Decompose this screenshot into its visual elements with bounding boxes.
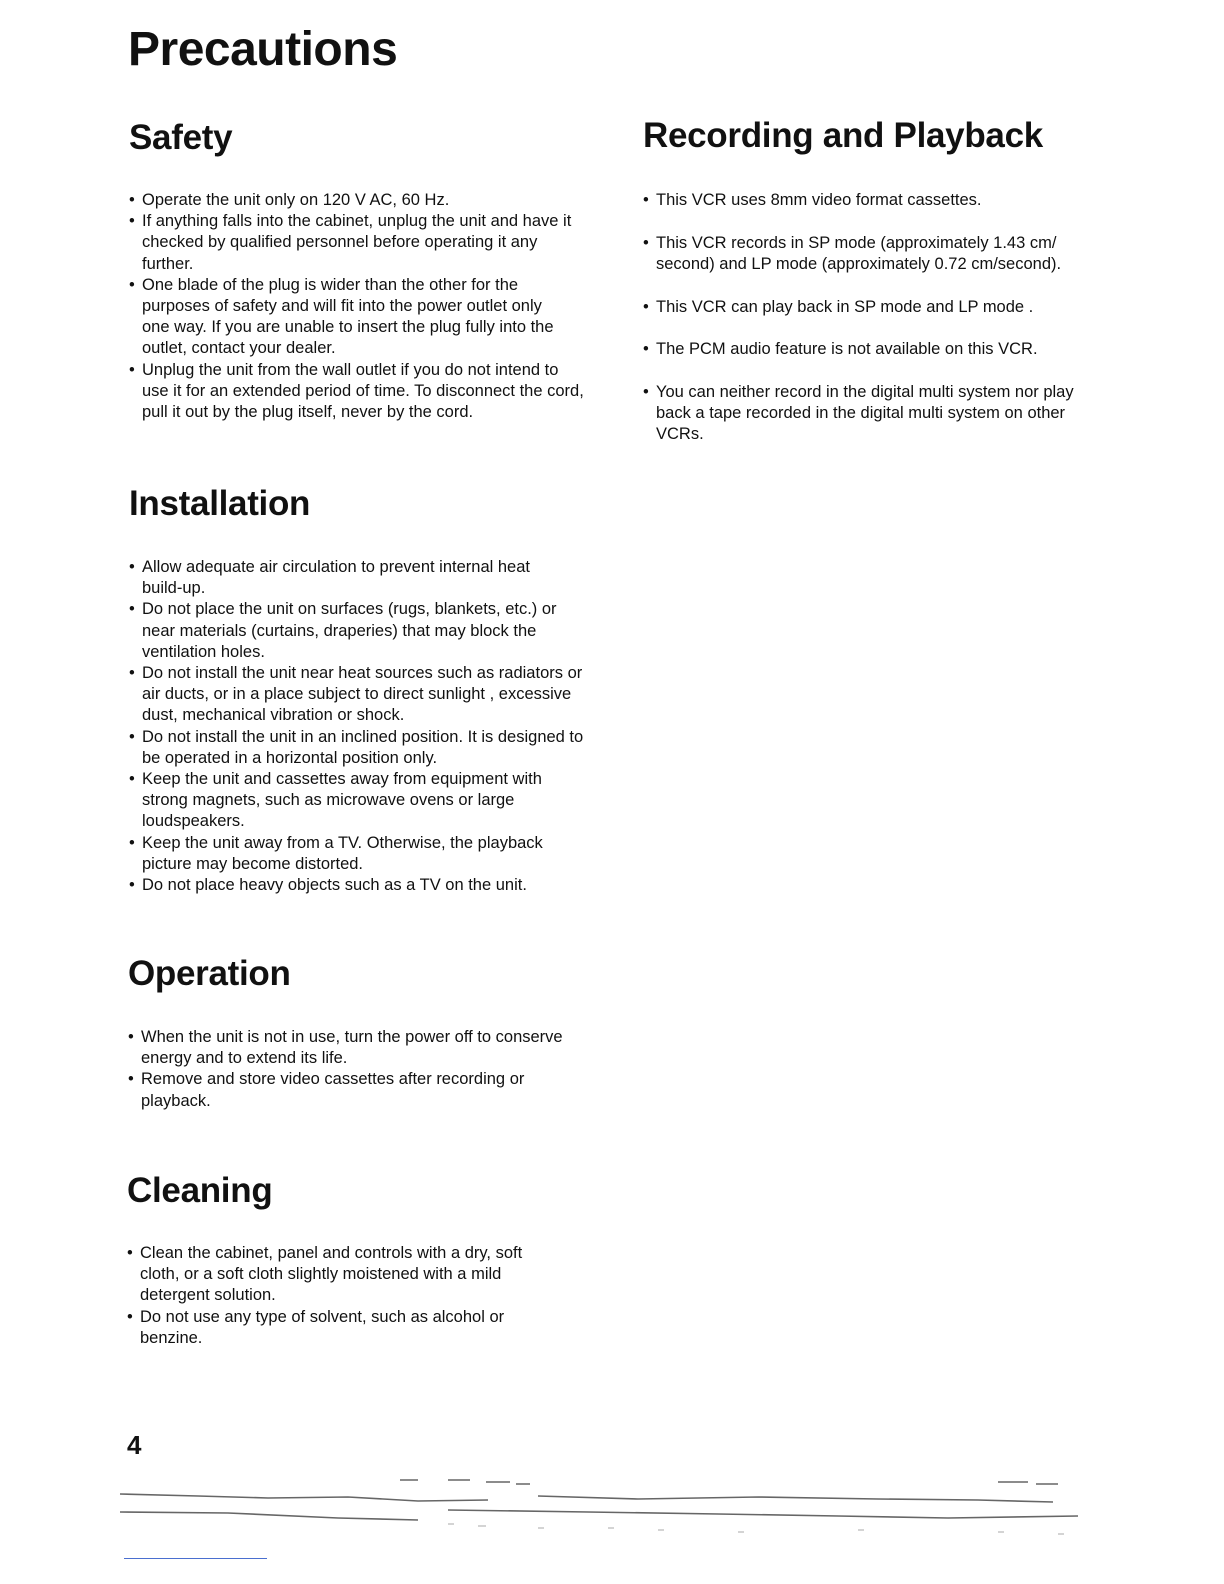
list-item: • Keep the unit and cassettes away from equipment with strong magnets, such as microwave ovens or large loudspeakers.: [129, 769, 582, 833]
list-item: • This VCR can play back in SP mode and LP mode .: [643, 297, 1106, 318]
safety-heading: Safety: [129, 118, 233, 157]
list-item: • Allow adequate air circulation to prevent internal heat build-up.: [129, 557, 567, 599]
list-item: • If anything falls into the cabinet, unplug the unit and have it checked by qualified personnel before operating it any further.: [129, 211, 587, 275]
operation-section: [128, 954, 598, 1112]
recording-playback-heading: Recording and Playback: [643, 116, 1043, 155]
cleaning-section: [127, 1171, 597, 1349]
page-number: 4: [127, 1430, 142, 1460]
list-item: • Do not place the unit on surfaces (rugs, blankets, etc.) or near materials (curtains, draperies) that may block the ventilation holes.: [129, 599, 592, 663]
recording-playback-section: [643, 116, 1113, 467]
list-item: • This VCR uses 8mm video format cassettes.: [643, 190, 1106, 211]
list-item: • The PCM audio feature is not available on this VCR.: [643, 339, 1106, 360]
recording-playback-list: [643, 190, 1113, 446]
list-item: • Do not install the unit near heat sources such as radiators or air ducts, or in a place subject to direct sunlight , excessive dust, mechanical vibration or shock.: [129, 663, 600, 727]
cleaning-list: [127, 1243, 597, 1349]
list-item: • Unplug the unit from the wall outlet if you do not intend to use it for an extended period of time. To disconnect the cord, pull it out by the plug itself, never by the cord.: [129, 360, 587, 424]
installation-heading: Installation: [129, 484, 311, 523]
operation-heading: Operation: [128, 954, 291, 993]
list-item: • Operate the unit only on 120 V AC, 60 Hz.: [129, 190, 587, 211]
safety-list: [129, 190, 599, 423]
safety-section: [129, 118, 599, 423]
cleaning-heading: Cleaning: [127, 1171, 273, 1210]
installation-list: [129, 557, 599, 896]
list-item: • Remove and store video cassettes after recording or playback.: [128, 1069, 571, 1111]
list-item: • Do not place heavy objects such as a TV on the unit.: [129, 875, 592, 896]
list-item: • You can neither record in the digital multi system nor play back a tape recorded in the digital multi system on other VCRs.: [643, 382, 1111, 446]
list-item: • Keep the unit away from a TV. Otherwise, the playback picture may become distorted.: [129, 833, 590, 875]
bottom-rule: [124, 1558, 267, 1559]
scan-artifact-strip: [118, 1474, 1090, 1544]
list-item: • This VCR records in SP mode (approximately 1.43 cm/ second) and LP mode (approximately 0.72 cm/second).: [643, 233, 1091, 275]
list-item: • When the unit is not in use, turn the power off to conserve energy and to extend its life.: [128, 1027, 601, 1069]
installation-section: [129, 484, 599, 896]
list-item: • One blade of the plug is wider than the other for the purposes of safety and will fit into the power outlet only one way. If you are unable to insert the plug fully into the outlet, contact your dealer.: [129, 275, 567, 360]
operation-list: [128, 1027, 598, 1112]
list-item: • Do not use any type of solvent, such as alcohol or benzine.: [127, 1307, 540, 1349]
list-item: • Do not install the unit in an inclined position. It is designed to be operated in a horizontal position only.: [129, 727, 604, 769]
list-item: • Clean the cabinet, panel and controls with a dry, soft cloth, or a soft cloth slightly moistened with a mild detergent solution.: [127, 1243, 565, 1307]
page-title: Precautions: [128, 23, 398, 76]
